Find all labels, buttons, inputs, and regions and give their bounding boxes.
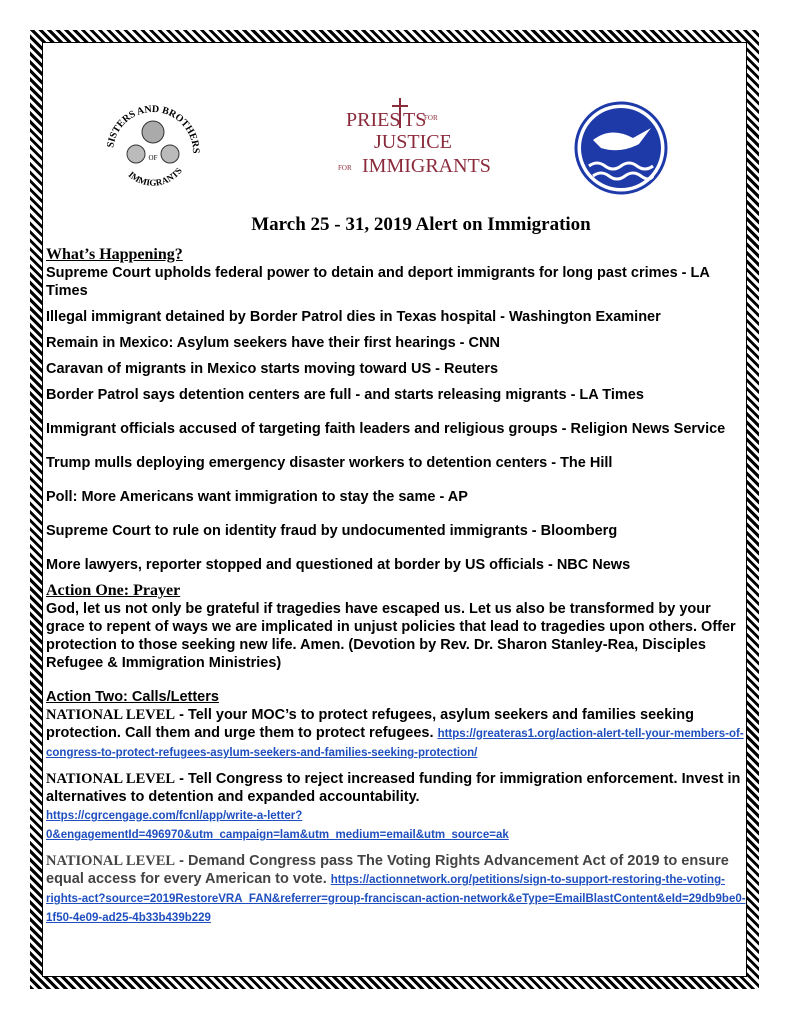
priests-for-1: FOR bbox=[424, 114, 438, 122]
level-label: NATIONAL LEVEL bbox=[46, 771, 176, 787]
news-item-1: Supreme Court upholds federal power to detain and deport immigrants for long past crimes - LA Times bbox=[46, 265, 710, 299]
priests-word-a: PRIES bbox=[346, 109, 401, 131]
dove-over-waves-logo bbox=[571, 98, 671, 198]
svg-text:IMMIGRANTS bbox=[127, 166, 184, 188]
level-text: - Tell Congress to reject increased funding for immigration enforcement. Invest in alternatives to detention and expanded accountability. bbox=[46, 771, 741, 805]
news-item-9: Supreme Court to rule on identity fraud by undocumented immigrants - Bloomberg bbox=[46, 523, 618, 539]
priests-immigrants: IMMIGRANTS bbox=[362, 155, 491, 177]
news-item-3: Remain in Mexico: Asylum seekers have their first hearings - CNN bbox=[46, 335, 500, 351]
whats-happening-heading: What’s Happening? bbox=[46, 246, 183, 263]
prayer-heading: Action One: Prayer bbox=[46, 582, 181, 599]
news-item-7: Trump mulls deploying emergency disaster workers to detention centers - The Hill bbox=[46, 455, 613, 471]
level-label: NATIONAL LEVEL bbox=[46, 853, 176, 869]
voting-rights-petition-link[interactable]: https://actionnetwork.org/petitions/sign-to-support-restoring-the-voting-rights-act?source=2019RestoreVRA_FAN&referrer=group-franciscan-action-network&eType=EmailBlastContent&eId=29db9be0-1f50-4e09-ad25-4b33b439b229 bbox=[46, 874, 746, 924]
news-item-5: Border Patrol says detention centers are full - and starts releasing migrants - LA Times bbox=[46, 387, 644, 403]
priests-for-justice-for-immigrants-logo bbox=[308, 96, 491, 191]
refugee-action-link[interactable]: https://greateras1.org/action-alert-tell-your-members-of-congress-to-protect-refugees-asylum-seekers-and-families-seeking-protection/ bbox=[46, 728, 744, 759]
priests-for-2: FOR bbox=[338, 164, 352, 172]
national-level-3 bbox=[46, 852, 746, 927]
sisters-logo-of-text: OF bbox=[148, 154, 158, 162]
sisters-and-brothers-of-immigrants-logo bbox=[98, 92, 208, 202]
sisters-logo-bottom-text: IMMIGRANTS bbox=[126, 165, 184, 188]
priests-word-b: TS bbox=[403, 109, 427, 131]
level-text: - Demand Congress pass The Voting Rights Advancement Act of 2019 to ensure equal access for every American to vote. bbox=[46, 853, 729, 887]
page-title: March 25 - 31, 2019 Alert on Immigration bbox=[251, 214, 591, 235]
calls-heading: Action Two: Calls/Letters bbox=[46, 689, 219, 705]
news-item-6: Immigrant officials accused of targeting faith leaders and religious groups - Religion News Service bbox=[46, 421, 726, 437]
prayer-text: God, let us not only be grateful if tragedies have escaped us. Let us also be transformed by your grace to repent of ways we are implicated in unjust policies that lead to tragedies upon others. Offer protection to those seeking new life. Amen. (Devotion by Rev. Dr. Sharon Stanley-Rea, Disciples Refugee & Immigration Ministries) bbox=[46, 601, 736, 671]
national-level-1 bbox=[46, 706, 746, 762]
alert-document bbox=[46, 46, 746, 935]
fcnl-letter-link[interactable]: https://cgrcengage.com/fcnl/app/write-a-letter?0&engagementId=496970&utm_campaign=lam&utm_medium=email&utm_source=ak bbox=[46, 810, 509, 841]
level-text: - Tell your MOC’s to protect refugees, asylum seekers and families seeking protection. Call them and urge them to protect refugees. bbox=[46, 707, 695, 741]
priests-justice: JUSTICE bbox=[374, 131, 452, 153]
news-item-8: Poll: More Americans want immigration to stay the same - AP bbox=[46, 489, 468, 505]
news-item-4: Caravan of migrants in Mexico starts moving toward US - Reuters bbox=[46, 361, 499, 377]
news-item-2: Illegal immigrant detained by Border Patrol dies in Texas hospital - Washington Examiner bbox=[46, 309, 661, 325]
national-level-2 bbox=[46, 770, 746, 844]
logo-row bbox=[46, 46, 746, 196]
news-item-10: More lawyers, reporter stopped and questioned at border by US officials - NBC News bbox=[46, 557, 631, 573]
level-label: NATIONAL LEVEL bbox=[46, 707, 176, 723]
sisters-logo-top-text: SISTERS AND BROTHERS bbox=[105, 103, 202, 154]
